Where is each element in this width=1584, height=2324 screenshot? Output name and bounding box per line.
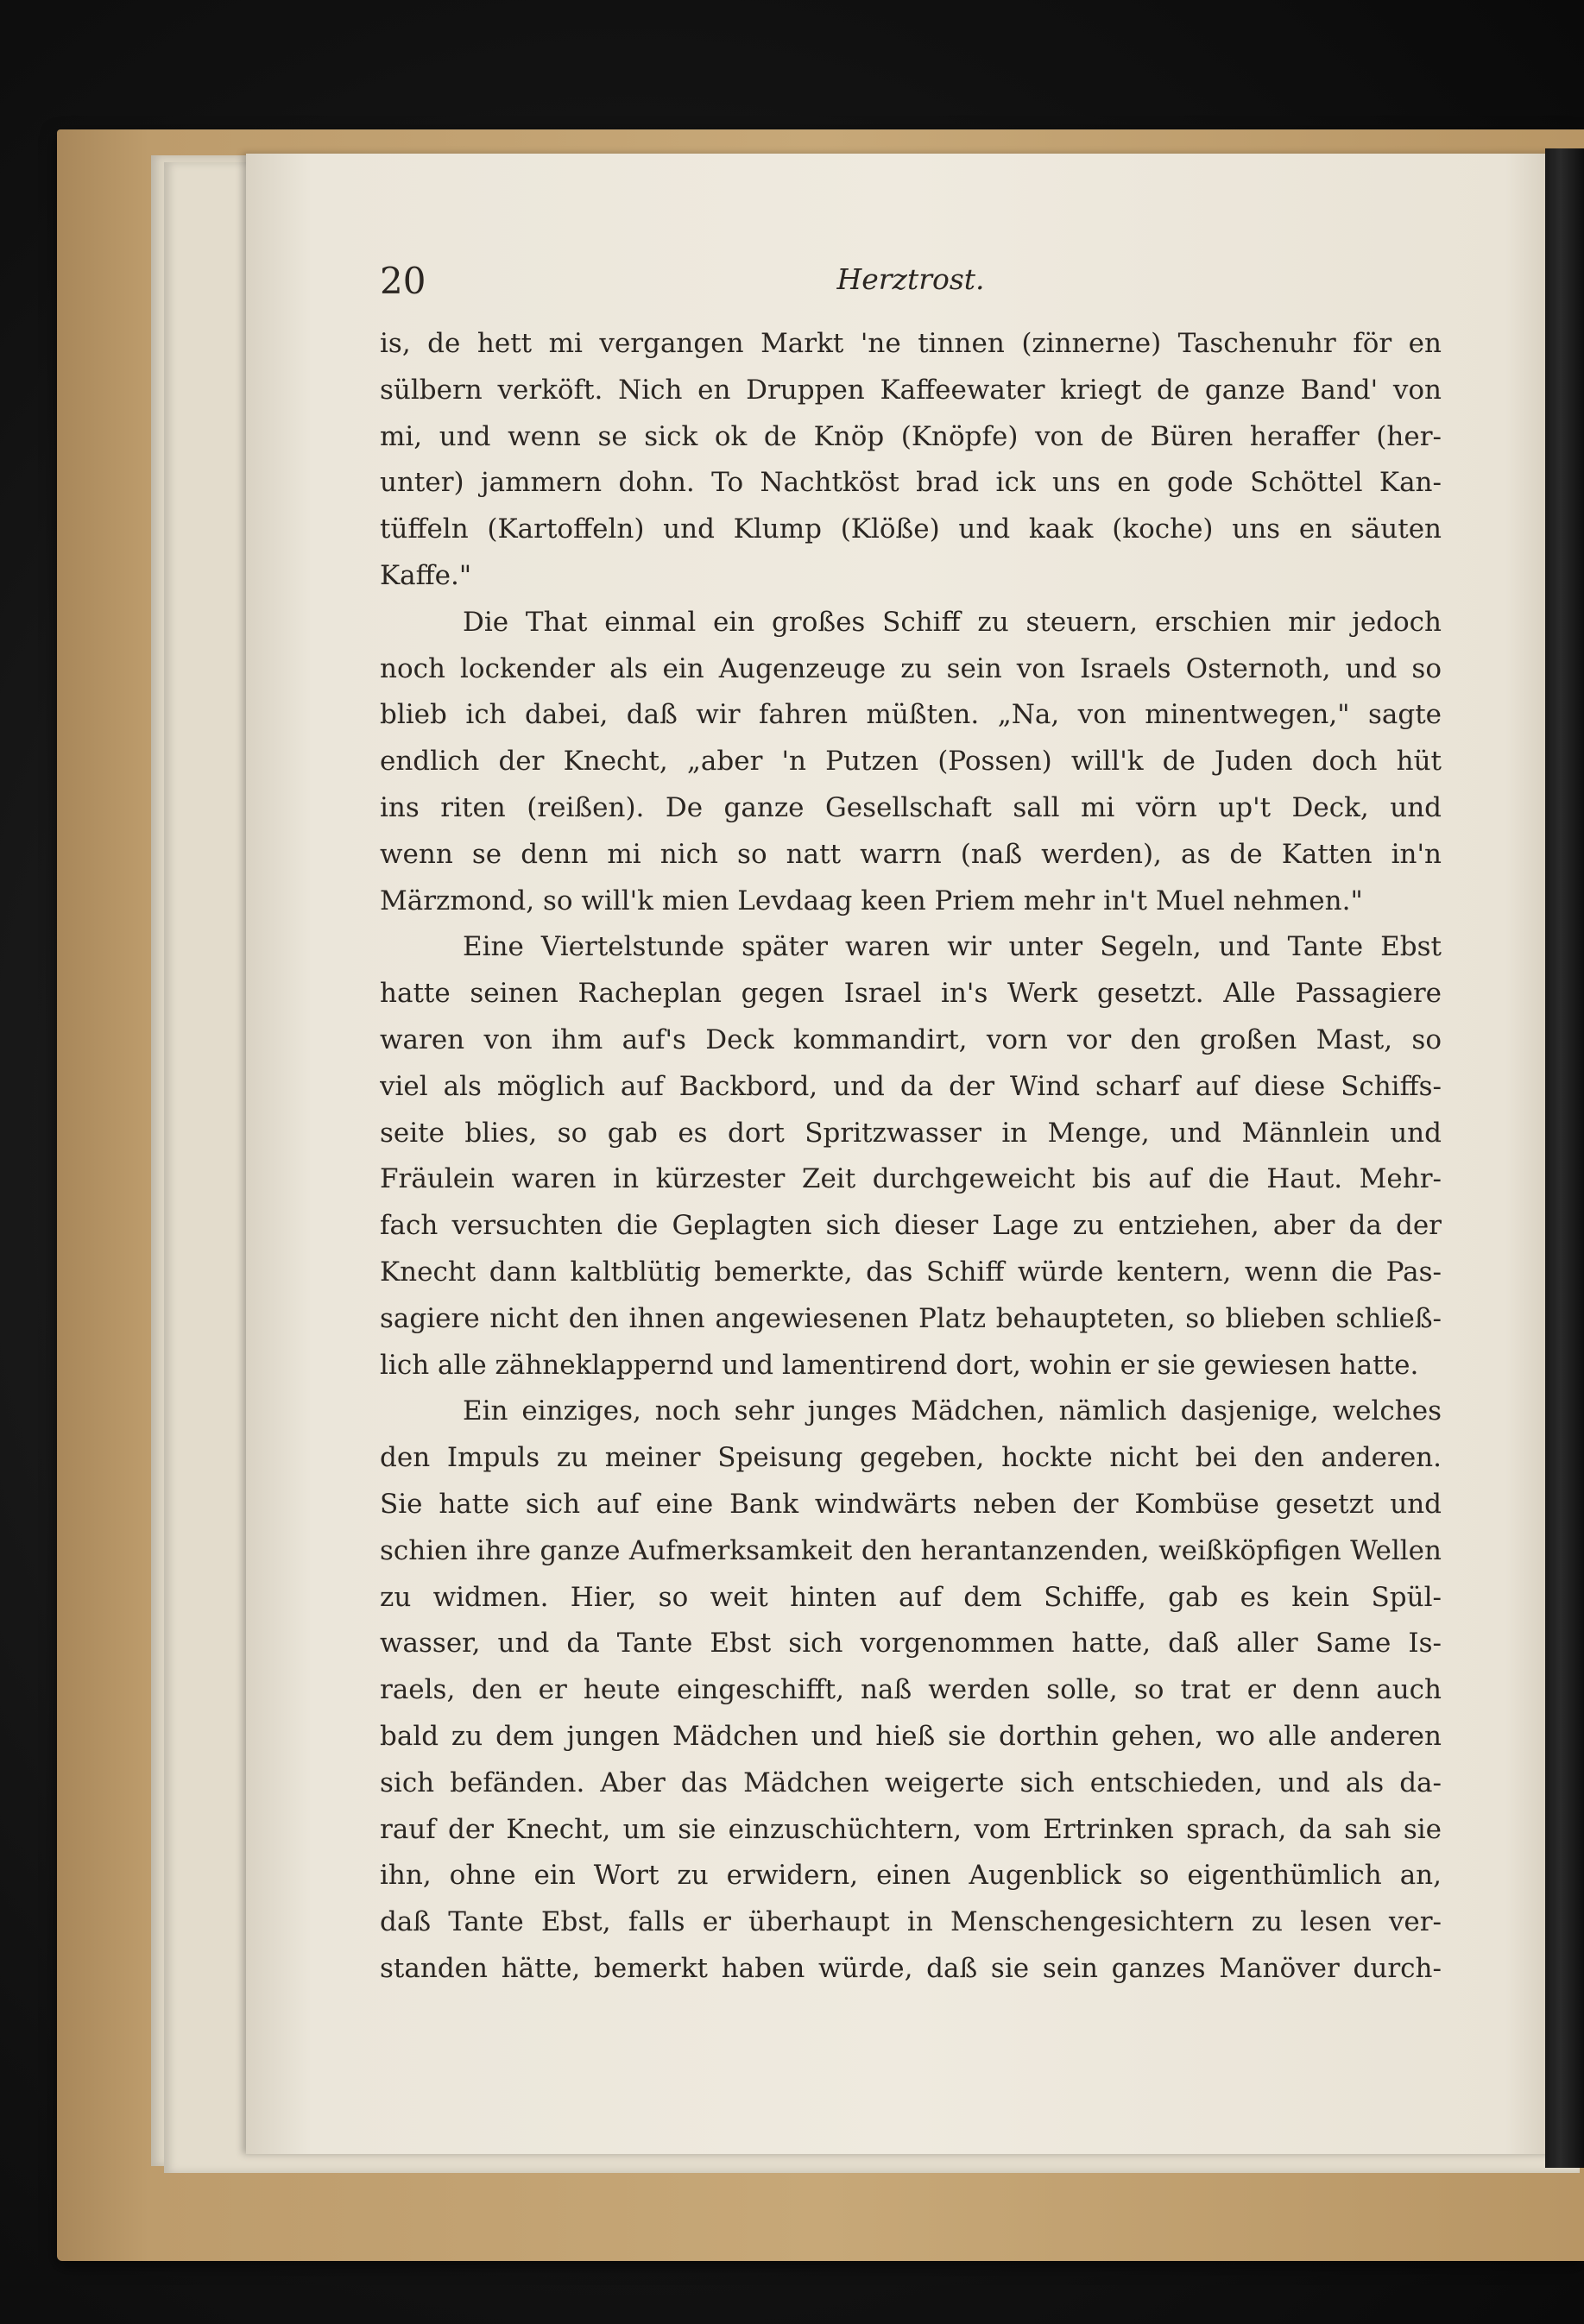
text-line: rauf der Knecht, um sie einzuschüchtern, vom Ertrinken sprach, da sah sie [380,1813,1442,1845]
text-line: standen hätte, bemerkt haben würde, daß sie sein ganzes Manöver durch- [380,1952,1442,1984]
page-number: 20 [380,260,426,302]
text-line: Fräulein waren in kürzester Zeit durchgeweicht bis auf die Haut. Mehr- [380,1163,1442,1195]
text-line: Märzmond, so will'k mien Levdaag keen Priem mehr in't Muel nehmen." [380,885,1363,916]
text-line: raels, den er heute eingeschifft, naß werden solle, so trat er denn auch [380,1674,1442,1706]
text-line: seite blies, so gab es dort Spritzwasser in Menge, und Männlein und [380,1117,1442,1149]
text-line: blieb ich dabei, daß wir fahren müßten. „Na, von minentwegen," sagte [380,699,1442,731]
text-line: unter) jammern dohn. To Nachtköst brad ick uns en gode Schöttel Kan- [380,467,1442,499]
text-line: bald zu dem jungen Mädchen und hieß sie dorthin gehen, wo alle anderen [380,1720,1442,1752]
text-line: sülbern verköft. Nich en Druppen Kaffeewater kriegt de ganze Band' von [380,374,1442,406]
text-line: den Impuls zu meiner Speisung gegeben, hockte nicht bei den anderen. [380,1442,1442,1474]
text-line: Eine Viertelstunde später waren wir unter Segeln, und Tante Ebst [463,931,1442,963]
text-line: Ein einziges, noch sehr junges Mädchen, nämlich dasjenige, welches [463,1395,1442,1427]
text-line: wasser, und da Tante Ebst sich vorgenommen hatte, daß aller Same Is- [380,1628,1442,1660]
text-line: noch lockender als ein Augenzeuge zu sein von Israels Osternoth, und so [380,652,1442,684]
text-line: Kaffe." [380,559,472,591]
text-line: wenn se denn mi nich so natt warrn (naß werden), as de Katten in'n [380,838,1442,870]
text-line: Die That einmal ein großes Schiff zu steuern, erschien mir jedoch [463,606,1442,638]
text-line: hatte seinen Racheplan gegen Israel in's Werk gesetzt. Alle Passagiere [380,978,1442,1010]
text-line: zu widmen. Hier, so weit hinten auf dem Schiffe, gab es kein Spül- [380,1581,1442,1613]
text-line: sich befänden. Aber das Mädchen weigerte sich entschieden, und als da- [380,1767,1442,1798]
text-line: ihn, ohne ein Wort zu erwidern, einen Augenblick so eigenthümlich an, [380,1860,1442,1892]
text-line: endlich der Knecht, „aber 'n Putzen (Possen) will'k de Juden doch hüt [380,746,1442,778]
text-line: schien ihre ganze Aufmerksamkeit den herantanzenden, weißköpfigen Wellen [380,1534,1442,1566]
text-line: tüffeln (Kartoffeln) und Klump (Klöße) und kaak (koche) uns en säuten [380,513,1442,545]
running-head [380,255,1442,307]
text-line: viel als möglich auf Backbord, und da der Wind scharf auf diese Schiffs- [380,1070,1442,1102]
text-line: lich alle zähneklappernd und lamentirend dort, wohin er sie gewiesen hatte. [380,1349,1419,1381]
text-line: mi, und wenn se sick ok de Knöp (Knöpfe) von de Büren heraffer (her- [380,420,1442,452]
text-line: ins riten (reißen). De ganze Gesellschaft sall mi vörn up't Deck, und [380,791,1442,823]
text-line: daß Tante Ebst, falls er überhaupt in Menschengesichtern zu lesen ver- [380,1906,1442,1938]
text-line: Knecht dann kaltblütig bemerkte, das Schiff würde kentern, wenn die Pas- [380,1256,1442,1288]
text-line: waren von ihm auf's Deck kommandirt, vorn vor den großen Mast, so [380,1023,1442,1055]
text-line: is, de hett mi vergangen Markt 'ne tinnen (zinnerne) Taschenuhr för en [380,328,1442,359]
text-line: sagiere nicht den ihnen angewiesenen Platz behaupteten, so blieben schließ- [380,1302,1442,1334]
book-edge-shadow [1545,148,1584,2168]
text-line: Sie hatte sich auf eine Bank windwärts neben der Kombüse gesetzt und [380,1488,1442,1520]
running-title: Herztrost. [836,262,985,296]
body-text [380,321,1442,1993]
text-line: fach versuchten die Geplagten sich dieser Lage zu entziehen, aber da der [380,1210,1442,1242]
